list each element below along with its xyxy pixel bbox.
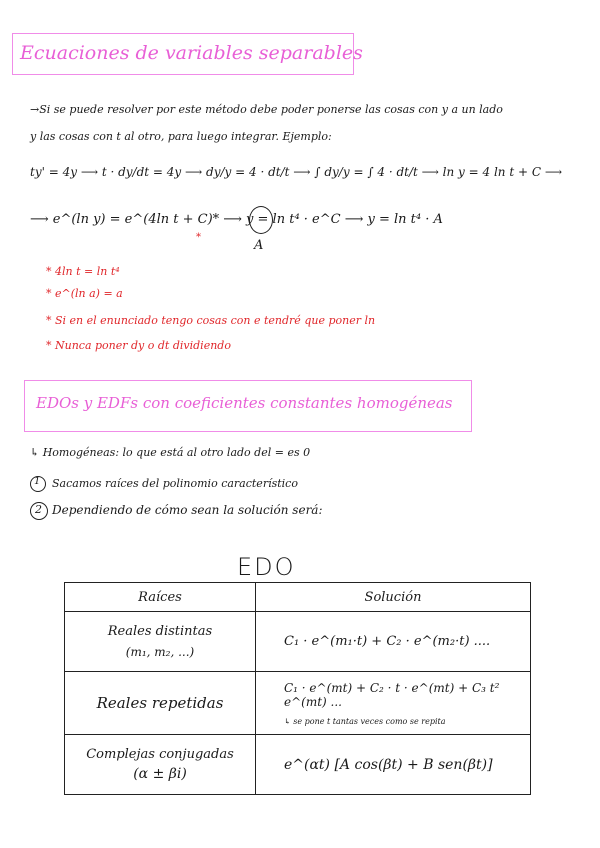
solution-cell: [256, 612, 531, 672]
roots-type: Complejas conjugadas: [86, 747, 234, 762]
constant-label: A: [254, 238, 264, 253]
roots-cell: [65, 735, 256, 795]
note-2: * e^(ln a) = a: [46, 287, 123, 300]
roots-cell: [65, 612, 256, 672]
roots-type: Reales repetidas: [96, 694, 224, 712]
step-1-text: Sacamos raíces del polinomio característico: [52, 477, 298, 490]
table-row: [65, 672, 531, 735]
intro-line-2: y las cosas con t al otro, para luego integrar. Ejemplo:: [30, 130, 332, 143]
section-title-homogeneous: EDOs y EDFs con coeficientes constantes homogéneas: [36, 394, 453, 412]
table-title: EDO: [237, 553, 296, 581]
roots-notation: (m₁, m₂, ...): [125, 645, 195, 659]
note-1: * 4ln t = ln t⁴: [46, 265, 120, 278]
note-3: * Si en el enunciado tengo cosas con e tendré que poner ln: [46, 314, 376, 327]
roots-notation: (α ± βi): [133, 766, 187, 782]
solution-note: ↳ se pone t tantas veces como se repita: [284, 716, 446, 726]
constant-circle: [249, 206, 273, 234]
step-1-number: 1: [34, 476, 41, 487]
solution-cell: [256, 672, 531, 735]
edo-solution-table: [64, 582, 531, 795]
header-solution: Solución: [256, 583, 531, 612]
note-4: * Nunca poner dy o dt dividiendo: [46, 339, 231, 352]
homogeneous-definition: ↳ Homogéneas: lo que está al otro lado del = es 0: [30, 446, 311, 459]
equation-line-1: ty' = 4y ⟶ t · dy/dt = 4y ⟶ dy/y = 4 · dt/t ⟶ ∫ dy/y = ∫ 4 · dt/t ⟶ ln y = 4 ln t + C ⟶: [30, 165, 563, 179]
step-2-number: 2: [35, 503, 42, 516]
table-header-row: [65, 583, 531, 612]
table-row: [65, 612, 531, 672]
table-row: [65, 735, 531, 795]
equation-line-2: ⟶ e^(ln y) = e^(4ln t + C)* ⟶ y = ln t⁴ · e^C ⟶ y = ln t⁴ · A: [30, 212, 443, 227]
roots-type: Reales distintas: [107, 624, 213, 639]
solution-cell: [256, 735, 531, 795]
section-title-separable: Ecuaciones de variables separables: [20, 42, 363, 64]
header-roots: Raíces: [65, 583, 256, 612]
intro-line-1: →Si se puede resolver por este método debe poder ponerse las cosas con y a un lado: [30, 103, 503, 116]
solution-formula: e^(αt) [A cos(βt) + B sen(βt)]: [284, 756, 493, 773]
solution-formula: C₁ · e^(mt) + C₂ · t · e^(mt) + C₃ t² e^(mt) ...: [284, 680, 500, 709]
step-2-text: Dependiendo de cómo sean la solución será:: [52, 503, 323, 517]
equation-mark: *: [196, 232, 201, 243]
roots-cell: [65, 672, 256, 735]
solution-formula: C₁ · e^(m₁·t) + C₂ · e^(m₂·t) ....: [284, 634, 491, 649]
